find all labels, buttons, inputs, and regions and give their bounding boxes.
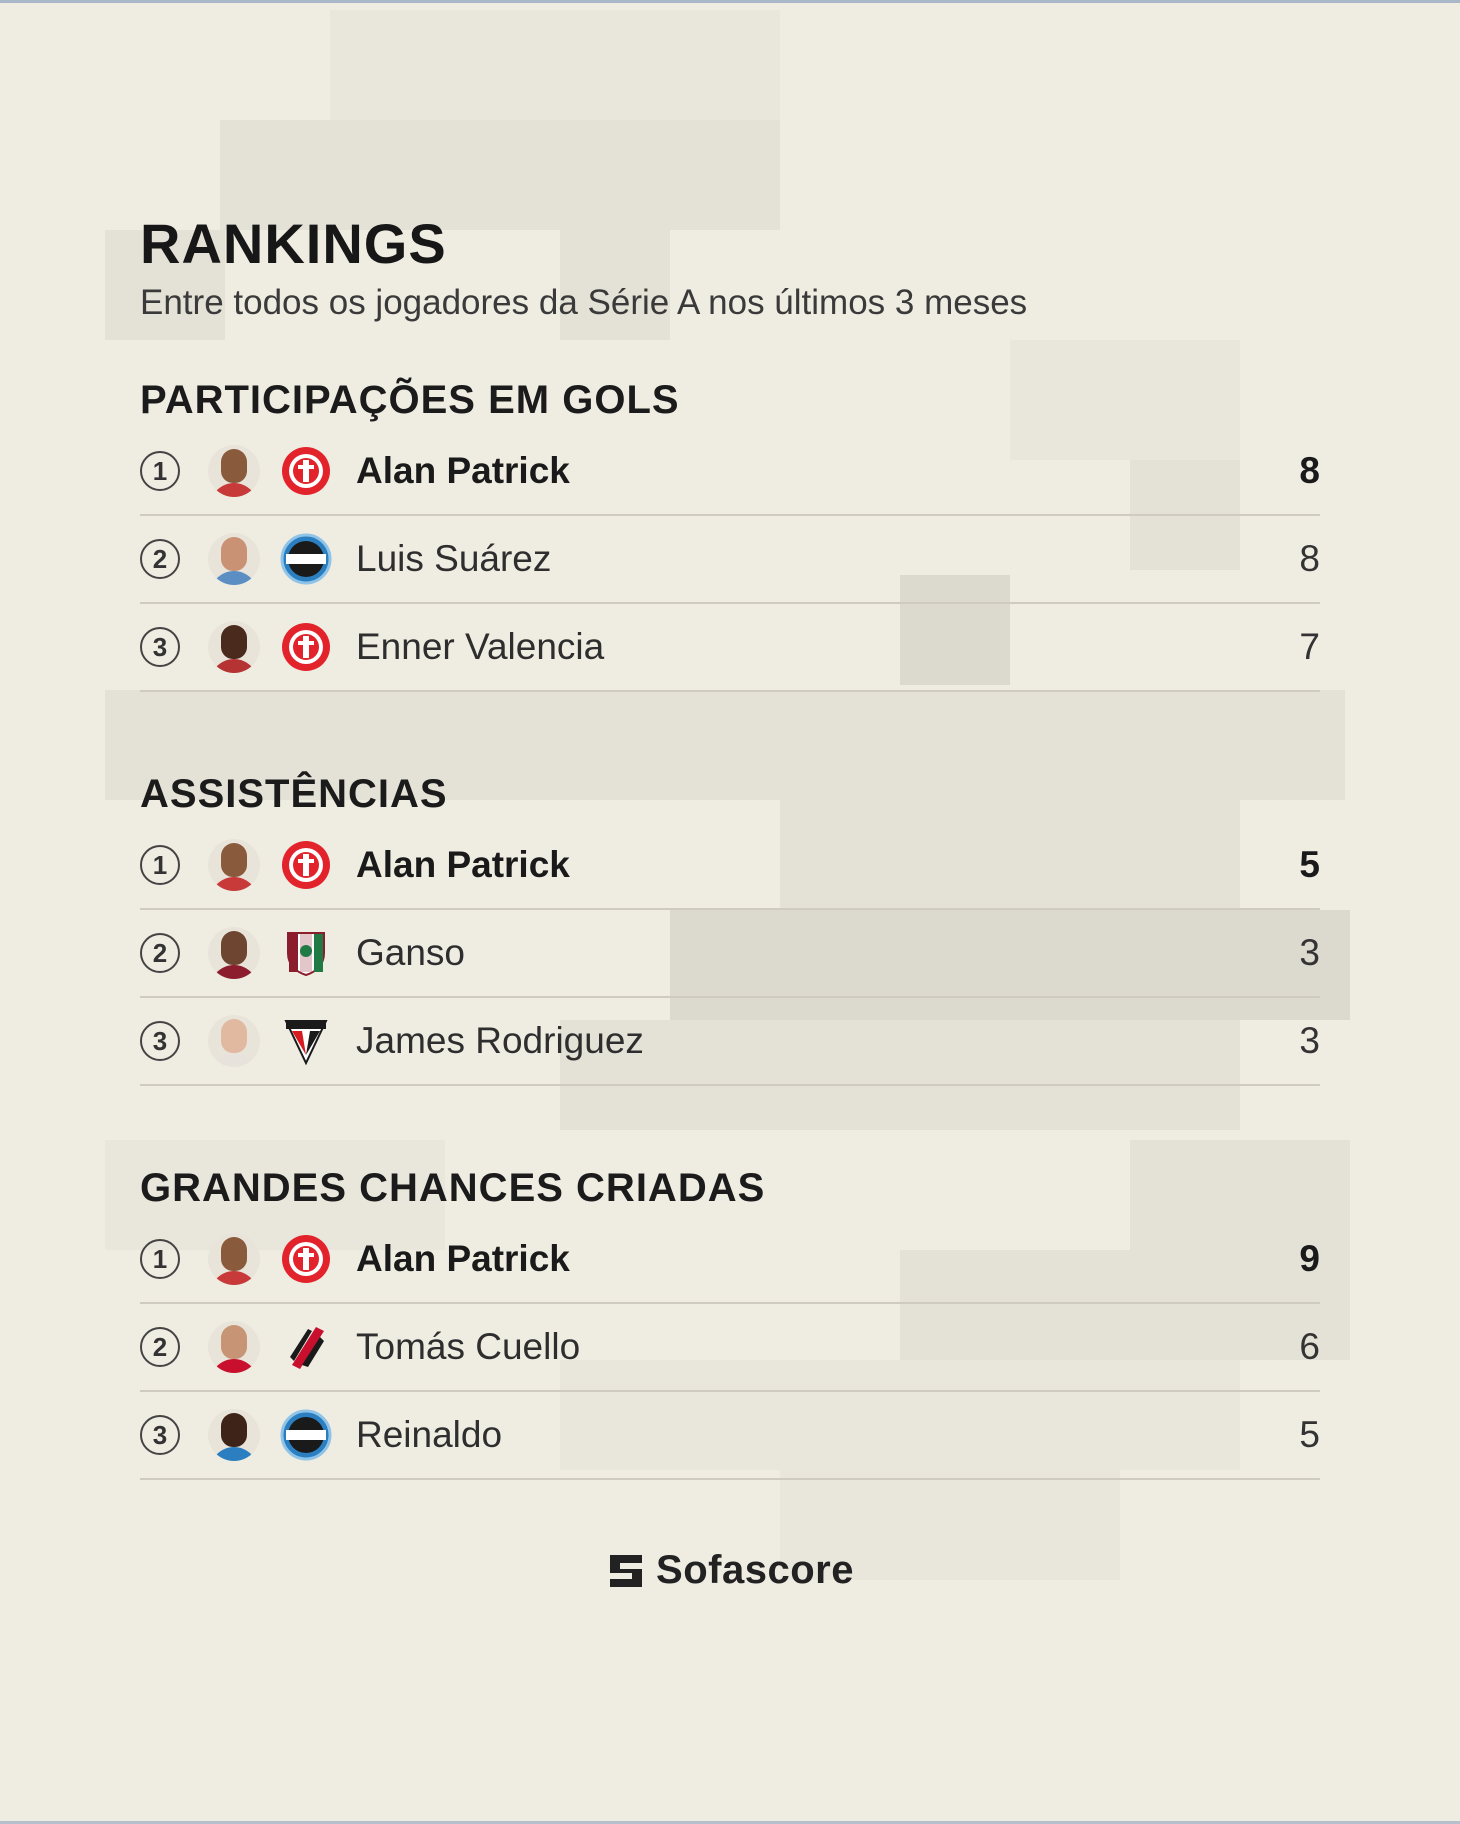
stat-value: 9 — [1299, 1238, 1320, 1279]
stat-value: 5 — [1299, 844, 1320, 885]
sofascore-logo-icon — [606, 1551, 646, 1591]
saopaulo-badge-icon — [280, 1015, 332, 1067]
rankings-panel — [140, 212, 1320, 1480]
ranking-row[interactable] — [140, 998, 1320, 1086]
player-avatar — [208, 927, 260, 979]
rank-badge: 3 — [140, 1021, 180, 1061]
stat-value: 6 — [1299, 1326, 1320, 1367]
internacional-badge-icon — [280, 621, 332, 673]
player-name: Tomás Cuello — [356, 1326, 581, 1367]
background-tile — [440, 10, 780, 120]
section-goal-participations — [140, 376, 1320, 692]
rank-badge: 1 — [140, 1239, 180, 1279]
ranking-row[interactable] — [140, 1216, 1320, 1304]
internacional-badge-icon — [280, 839, 332, 891]
player-name: Reinaldo — [356, 1414, 503, 1455]
player-avatar — [208, 1409, 260, 1461]
rank-badge: 3 — [140, 627, 180, 667]
internacional-badge-icon — [280, 445, 332, 497]
internacional-badge-icon — [280, 1233, 332, 1285]
ranking-row[interactable] — [140, 1392, 1320, 1480]
ranking-row[interactable] — [140, 910, 1320, 998]
page-title: RANKINGS — [140, 212, 447, 275]
player-avatar — [208, 1321, 260, 1373]
stat-value: 8 — [1299, 538, 1320, 579]
section-title: ASSISTÊNCIAS — [140, 772, 448, 816]
player-name: Ganso — [356, 932, 466, 973]
brand-footer — [0, 1548, 1460, 1593]
rank-badge: 2 — [140, 933, 180, 973]
gremio-badge-icon — [280, 1409, 332, 1461]
rank-badge: 3 — [140, 1415, 180, 1455]
rank-badge: 1 — [140, 845, 180, 885]
player-avatar — [208, 445, 260, 497]
player-avatar — [208, 839, 260, 891]
rank-badge: 2 — [140, 1327, 180, 1367]
player-avatar — [208, 1015, 260, 1067]
section-assists — [140, 770, 1320, 1086]
player-name: James Rodriguez — [356, 1020, 644, 1061]
player-name: Alan Patrick — [356, 1238, 570, 1279]
player-name: Alan Patrick — [356, 844, 570, 885]
stat-value: 3 — [1299, 1020, 1320, 1061]
brand-name: Sofascore — [656, 1548, 854, 1592]
player-avatar — [208, 533, 260, 585]
player-name: Luis Suárez — [356, 538, 552, 579]
section-title: GRANDES CHANCES CRIADAS — [140, 1166, 766, 1210]
player-name: Alan Patrick — [356, 450, 570, 491]
ranking-row[interactable] — [140, 604, 1320, 692]
rank-badge: 1 — [140, 451, 180, 491]
athletico-badge-icon — [280, 1321, 332, 1373]
player-name: Enner Valencia — [356, 626, 605, 667]
rank-badge: 2 — [140, 539, 180, 579]
ranking-row[interactable] — [140, 428, 1320, 516]
stat-value: 7 — [1299, 626, 1320, 667]
ranking-row[interactable] — [140, 822, 1320, 910]
gremio-badge-icon — [280, 533, 332, 585]
fluminense-badge-icon — [280, 927, 332, 979]
player-avatar — [208, 1233, 260, 1285]
stat-value: 3 — [1299, 932, 1320, 973]
ranking-row[interactable] — [140, 1304, 1320, 1392]
background-tile — [330, 10, 440, 120]
player-avatar — [208, 621, 260, 673]
section-big-chances-created — [140, 1164, 1320, 1480]
section-title: PARTICIPAÇÕES EM GOLS — [140, 378, 680, 422]
page-subtitle: Entre todos os jogadores da Série A nos últimos 3 meses — [140, 283, 1028, 322]
stat-value: 8 — [1299, 450, 1320, 491]
stat-value: 5 — [1299, 1414, 1320, 1455]
ranking-row[interactable] — [140, 516, 1320, 604]
